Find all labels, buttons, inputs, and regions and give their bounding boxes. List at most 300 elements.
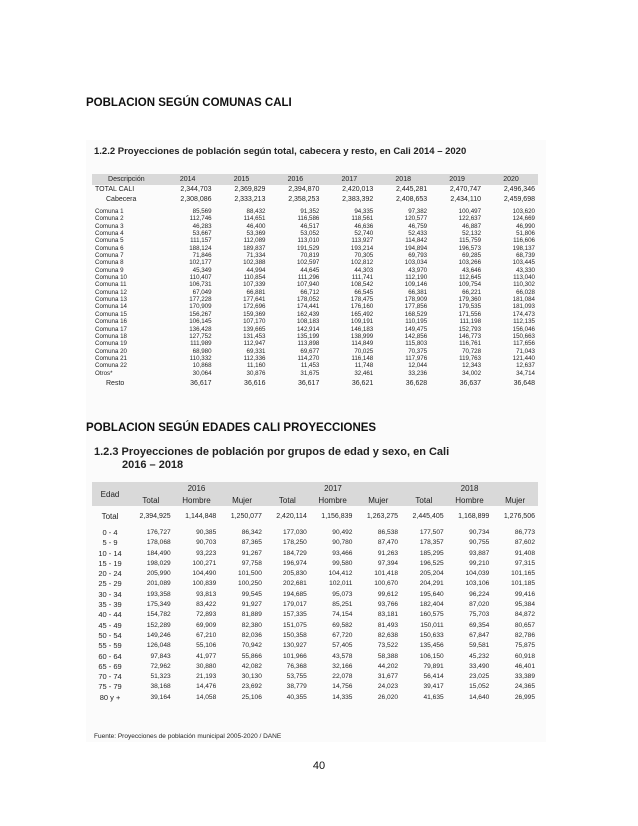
table-cell: 178,475 bbox=[350, 296, 374, 304]
table-cell: 174,441 bbox=[296, 303, 320, 311]
table-cell: 74,154 bbox=[332, 611, 353, 619]
table1-header-cell: 2018 bbox=[376, 174, 430, 185]
table-cell: 90,755 bbox=[469, 539, 490, 547]
table-cell: 30,880 bbox=[196, 662, 217, 670]
table-cell: 159,369 bbox=[243, 310, 266, 318]
table2-sub-header: Hombre bbox=[447, 494, 493, 506]
table-cell: 52,433 bbox=[408, 230, 428, 238]
table-cell: 198,137 bbox=[512, 244, 535, 252]
row-label: 80 y + bbox=[99, 692, 121, 702]
table-cell: 97,758 bbox=[241, 559, 262, 567]
table-cell: 45,349 bbox=[192, 266, 212, 274]
table2-sub-header: Mujer bbox=[219, 494, 265, 506]
table-cell: 86,773 bbox=[514, 529, 535, 536]
table-cell: 36,648 bbox=[513, 379, 535, 387]
table2-year-header: 2017 bbox=[265, 482, 401, 494]
row-label: Comuna 18 bbox=[95, 332, 127, 340]
table-cell: 150,358 bbox=[283, 631, 307, 639]
table-cell: 177,030 bbox=[283, 529, 307, 536]
table-cell: 93,223 bbox=[196, 549, 217, 557]
table-cell: 178,052 bbox=[296, 296, 320, 304]
table-cell: 115,803 bbox=[405, 340, 428, 348]
table-cell: 30,064 bbox=[192, 369, 212, 377]
row-label: Comuna 4 bbox=[95, 230, 124, 238]
table-cell: 201,089 bbox=[146, 580, 171, 588]
table-cell: 32,461 bbox=[354, 369, 374, 377]
table-cell: 66,381 bbox=[408, 288, 428, 296]
table-cell: 55,106 bbox=[196, 642, 217, 650]
table-cell: 46,401 bbox=[514, 662, 535, 670]
table-cell: 106,150 bbox=[419, 652, 444, 660]
table-cell: 43,330 bbox=[516, 266, 535, 274]
table1-row bbox=[92, 245, 538, 252]
table-cell: 114,651 bbox=[243, 215, 266, 223]
table-cell: 36,617 bbox=[190, 379, 212, 387]
table1-header-cell: 2020 bbox=[484, 174, 538, 185]
table-cell: 111,198 bbox=[459, 318, 482, 326]
table-cell: 1,168,899 bbox=[458, 513, 490, 520]
table-cell: 97,315 bbox=[514, 559, 535, 567]
table-cell: 31,677 bbox=[377, 673, 399, 681]
table-cell: 99,210 bbox=[469, 559, 490, 567]
table-cell: 117,976 bbox=[405, 354, 428, 362]
table1-row bbox=[92, 208, 538, 215]
row-label: Comuna 19 bbox=[95, 340, 127, 348]
heading-edades: POBLACION SEGÚN EDADES CALI PROYECCIONES bbox=[86, 422, 377, 434]
table-cell: 104,490 bbox=[192, 570, 217, 578]
table-cell: 66,221 bbox=[462, 288, 482, 296]
row-label: 50 - 54 bbox=[98, 630, 122, 640]
table-cell: 87,020 bbox=[469, 601, 490, 609]
row-label: Comuna 21 bbox=[95, 354, 127, 362]
table-cell: 71,043 bbox=[516, 347, 535, 355]
table-cell: 91,927 bbox=[241, 601, 262, 609]
table-cell: 112,645 bbox=[459, 274, 482, 282]
table-cell: 93,813 bbox=[196, 590, 217, 598]
table-cell: 146,773 bbox=[458, 332, 482, 340]
table2-title-line1: 1.2.3 Proyecciones de población por grupos de edad y sexo, en Cali bbox=[94, 446, 450, 458]
table-cell: 114,270 bbox=[297, 354, 320, 362]
table-cell: 75,703 bbox=[469, 611, 490, 619]
table-cell: 121,440 bbox=[512, 354, 535, 362]
table-cell: 102,177 bbox=[189, 259, 212, 267]
table-cell: 79,891 bbox=[423, 662, 444, 670]
table-cell: 23,692 bbox=[241, 683, 262, 691]
table2-row bbox=[92, 569, 538, 579]
table-cell: 109,146 bbox=[404, 281, 428, 289]
row-label: 45 - 49 bbox=[98, 620, 122, 630]
table-cell: 81,889 bbox=[241, 611, 262, 619]
table-cell: 100,271 bbox=[192, 559, 217, 567]
table-cell: 44,202 bbox=[377, 662, 399, 670]
table-cell: 85,569 bbox=[192, 208, 212, 215]
table2-year-header-row bbox=[92, 482, 538, 494]
table-cell: 68,980 bbox=[192, 347, 212, 355]
table1-row bbox=[92, 230, 538, 237]
table-cell: 2,369,829 bbox=[234, 186, 266, 193]
table-cell: 196,525 bbox=[419, 559, 444, 567]
table-cell: 12,637 bbox=[516, 362, 535, 370]
table-cell: 76,368 bbox=[286, 662, 307, 670]
table-cell: 87,470 bbox=[377, 539, 399, 547]
table-cell: 149,475 bbox=[404, 325, 428, 333]
table-cell: 108,183 bbox=[296, 318, 320, 326]
table-cell: 111,157 bbox=[190, 237, 212, 245]
row-label: Comuna 15 bbox=[95, 310, 127, 318]
table-cell: 70,819 bbox=[300, 252, 320, 260]
table-cell: 107,339 bbox=[243, 281, 266, 289]
table-cell: 126,048 bbox=[146, 642, 171, 650]
table-cell: 177,856 bbox=[404, 303, 428, 311]
table-cell: 67,049 bbox=[192, 288, 212, 296]
table2-row bbox=[92, 610, 538, 620]
table-cell: 73,522 bbox=[377, 642, 399, 650]
table-cell: 2,408,653 bbox=[395, 196, 428, 203]
table-cell: 116,761 bbox=[459, 340, 482, 348]
table-cell: 135,456 bbox=[419, 642, 444, 650]
table-cell: 2,394,925 bbox=[139, 513, 171, 520]
table-cell: 103,620 bbox=[512, 208, 535, 215]
table-cell: 188,124 bbox=[189, 244, 212, 252]
table-cell: 1,144,848 bbox=[185, 513, 217, 520]
table2-row bbox=[92, 693, 538, 703]
table-cell: 39,417 bbox=[423, 683, 444, 691]
table-cell: 181,084 bbox=[512, 296, 535, 304]
table2-year-header: 2016 bbox=[128, 482, 265, 494]
table-cell: 106,145 bbox=[189, 318, 212, 326]
table-cell: 154,782 bbox=[146, 611, 171, 619]
table-cell: 104,412 bbox=[328, 570, 353, 578]
table-cell: 162,439 bbox=[296, 310, 320, 318]
table-cell: 193,358 bbox=[146, 590, 171, 598]
table-cell: 93,466 bbox=[332, 549, 353, 557]
table-cell: 11,748 bbox=[354, 362, 374, 370]
table-cell: 179,535 bbox=[458, 303, 482, 311]
table1-header-cell: 2016 bbox=[268, 174, 322, 185]
table-cell: 86,538 bbox=[377, 529, 399, 536]
table-cell: 109,191 bbox=[350, 318, 374, 326]
table-cell: 150,663 bbox=[512, 332, 535, 340]
table-cell: 12,343 bbox=[462, 362, 482, 370]
table2-row bbox=[92, 600, 538, 610]
table2-row bbox=[92, 652, 538, 662]
table-cell: 2,420,013 bbox=[342, 186, 374, 193]
table-cell: 26,020 bbox=[377, 693, 399, 701]
table-cell: 176,727 bbox=[146, 529, 171, 536]
table-cell: 102,812 bbox=[350, 259, 374, 267]
table-cell: 171,556 bbox=[458, 310, 482, 318]
table2-row bbox=[92, 621, 538, 631]
table2-sex-header-row bbox=[92, 494, 538, 506]
table-cell: 70,728 bbox=[462, 347, 482, 355]
table-cell: 70,305 bbox=[354, 252, 374, 260]
table-cell: 174,473 bbox=[512, 310, 535, 318]
table-cell: 90,734 bbox=[469, 529, 490, 536]
table-cell: 69,677 bbox=[300, 347, 320, 355]
table-cell: 36,617 bbox=[297, 379, 320, 387]
row-label: Comuna 17 bbox=[95, 325, 127, 333]
table-edades bbox=[92, 482, 538, 703]
table-cell: 178,250 bbox=[283, 539, 307, 547]
table-cell: 122,637 bbox=[458, 215, 482, 223]
table-cell: 193,214 bbox=[350, 244, 374, 252]
table-cell: 90,780 bbox=[332, 539, 353, 547]
row-label: 0 - 4 bbox=[102, 528, 118, 537]
row-label: Comuna 6 bbox=[95, 244, 124, 252]
table-cell: 109,754 bbox=[458, 281, 482, 289]
table-cell: 53,667 bbox=[192, 230, 212, 238]
table-cell: 87,602 bbox=[514, 539, 535, 547]
row-label: 15 - 19 bbox=[98, 558, 122, 568]
table-cell: 101,500 bbox=[238, 570, 262, 578]
table-cell: 2,333,213 bbox=[234, 196, 266, 203]
table-cell: 110,854 bbox=[243, 274, 266, 282]
table-cell: 149,246 bbox=[146, 631, 171, 639]
table-cell: 39,164 bbox=[150, 693, 171, 701]
row-label: Comuna 11 bbox=[95, 281, 127, 289]
table-cell: 95,384 bbox=[514, 601, 535, 609]
table-cell: 71,846 bbox=[192, 252, 212, 260]
table-cell: 36,637 bbox=[459, 379, 482, 387]
table-cell: 14,756 bbox=[332, 683, 353, 691]
table2-row bbox=[92, 631, 538, 641]
table-cell: 184,490 bbox=[146, 549, 171, 557]
table-cell: 87,365 bbox=[241, 539, 262, 547]
table-cell: 116,586 bbox=[297, 215, 320, 223]
table-cell: 81,493 bbox=[377, 621, 399, 629]
table-cell: 14,476 bbox=[196, 683, 217, 691]
table-cell: 69,285 bbox=[462, 252, 482, 260]
table1-header-cell: 2015 bbox=[215, 174, 269, 185]
table-cell: 2,420,114 bbox=[276, 513, 307, 520]
table-cell: 150,633 bbox=[419, 631, 444, 639]
table-cell: 71,334 bbox=[246, 252, 266, 260]
row-label: Resto bbox=[106, 379, 125, 387]
table-cell: 69,354 bbox=[469, 621, 490, 629]
row-label: Comuna 5 bbox=[95, 237, 124, 245]
table1-title: 1.2.2 Proyecciones de población según total, cabecera y resto, en Cali 2014 – 2020 bbox=[94, 146, 467, 157]
table-cell: 46,283 bbox=[192, 222, 212, 230]
table2-sub-header: Mujer bbox=[492, 494, 538, 506]
table-cell: 44,303 bbox=[354, 266, 374, 274]
table-cell: 57,405 bbox=[332, 642, 353, 650]
table-cell: 1,156,839 bbox=[321, 513, 353, 520]
table-cell: 33,236 bbox=[408, 369, 428, 377]
table-cell: 152,289 bbox=[146, 621, 171, 629]
row-label: Comuna 8 bbox=[95, 259, 124, 267]
table-cell: 59,581 bbox=[469, 642, 490, 650]
table-cell: 113,927 bbox=[351, 237, 374, 245]
table2-row bbox=[92, 528, 538, 538]
row-label: Comuna 10 bbox=[95, 274, 127, 282]
table-cell: 51,323 bbox=[150, 673, 171, 681]
table-cell: 97,394 bbox=[377, 559, 399, 567]
table-cell: 95,073 bbox=[332, 590, 353, 598]
table-cell: 14,640 bbox=[469, 693, 490, 701]
table-cell: 100,670 bbox=[374, 580, 399, 588]
table-cell: 88,432 bbox=[246, 208, 266, 215]
table-cell: 102,597 bbox=[296, 259, 320, 267]
table-cell: 83,181 bbox=[377, 611, 399, 619]
table-cell: 152,793 bbox=[458, 325, 482, 333]
table-cell: 112,336 bbox=[243, 354, 266, 362]
table-cell: 46,990 bbox=[516, 222, 535, 230]
table-cell: 72,962 bbox=[150, 662, 171, 670]
table1-row bbox=[92, 333, 538, 340]
table-cell: 142,856 bbox=[404, 332, 428, 340]
row-label: 60 - 64 bbox=[98, 651, 122, 661]
table-cell: 32,166 bbox=[332, 662, 353, 670]
row-label: Comuna 2 bbox=[95, 215, 124, 223]
row-label: 25 - 29 bbox=[98, 579, 122, 589]
table1-total-row bbox=[92, 185, 538, 195]
table2-sub-header: Hombre bbox=[310, 494, 356, 506]
table-cell: 111,989 bbox=[190, 340, 212, 348]
table-cell: 2,383,392 bbox=[342, 196, 374, 203]
table-cell: 80,657 bbox=[514, 621, 535, 629]
table-cell: 83,422 bbox=[196, 601, 217, 609]
table-cell: 51,806 bbox=[516, 230, 535, 238]
table-cell: 189,837 bbox=[243, 244, 266, 252]
table1-row bbox=[92, 252, 538, 259]
table-cell: 53,369 bbox=[246, 230, 266, 238]
table2-sub-header: Total bbox=[128, 494, 174, 506]
row-label: Comuna 20 bbox=[95, 347, 127, 355]
row-label: Otros* bbox=[95, 369, 113, 377]
table-cell: 118,561 bbox=[351, 215, 374, 223]
table-cell: 178,357 bbox=[419, 539, 444, 547]
row-label: 20 - 24 bbox=[98, 569, 122, 579]
table-cell: 90,492 bbox=[332, 529, 353, 536]
table1-header-cell: 2017 bbox=[322, 174, 376, 185]
table-cell: 117,656 bbox=[513, 340, 535, 348]
table-cell: 23,025 bbox=[469, 673, 490, 681]
table-cell: 1,263,275 bbox=[366, 513, 399, 520]
table-cell: 111,296 bbox=[297, 274, 320, 282]
table-cell: 119,763 bbox=[459, 354, 482, 362]
table-cell: 55,866 bbox=[241, 652, 262, 660]
table-cell: 205,830 bbox=[283, 570, 307, 578]
table-cell: 53,755 bbox=[286, 673, 307, 681]
table1-row bbox=[92, 340, 538, 347]
table-cell: 96,224 bbox=[469, 590, 490, 598]
table-cell: 43,578 bbox=[332, 652, 353, 660]
table-cell: 110,332 bbox=[189, 354, 212, 362]
table-comunas bbox=[92, 174, 538, 391]
table-cell: 46,887 bbox=[462, 222, 482, 230]
page-number: 40 bbox=[312, 760, 326, 772]
table-cell: 202,681 bbox=[283, 580, 307, 588]
table-cell: 100,839 bbox=[192, 580, 217, 588]
table2-row bbox=[92, 590, 538, 600]
table1-row bbox=[92, 274, 538, 281]
table2-sub-header: Hombre bbox=[174, 494, 220, 506]
table-cell: 112,190 bbox=[405, 274, 428, 282]
table-cell: 151,075 bbox=[283, 621, 307, 629]
table-cell: 191,529 bbox=[296, 244, 320, 252]
table-cell: 82,380 bbox=[241, 621, 262, 629]
table-cell: 33,490 bbox=[469, 662, 490, 670]
table-cell: 44,994 bbox=[246, 266, 266, 274]
table-cell: 45,232 bbox=[469, 652, 490, 660]
table-cell: 130,927 bbox=[283, 642, 307, 650]
row-label: 55 - 59 bbox=[98, 641, 122, 651]
row-label: 40 - 44 bbox=[98, 610, 122, 620]
table-cell: 26,995 bbox=[514, 693, 535, 701]
table-cell: 2,470,747 bbox=[449, 186, 482, 193]
row-label: 70 - 74 bbox=[98, 672, 122, 682]
table-cell: 146,183 bbox=[350, 325, 374, 333]
table1-row bbox=[92, 259, 538, 266]
row-label: TOTAL CALI bbox=[95, 186, 135, 193]
table-cell: 82,036 bbox=[241, 631, 262, 639]
table-cell: 66,712 bbox=[300, 288, 320, 296]
table-cell: 97,843 bbox=[150, 652, 171, 660]
table-cell: 172,696 bbox=[243, 303, 266, 311]
table-cell: 120,577 bbox=[404, 215, 428, 223]
table-cell: 42,082 bbox=[241, 662, 262, 670]
table-cell: 10,868 bbox=[192, 362, 212, 370]
table-cell: 182,404 bbox=[419, 601, 444, 609]
table-cell: 157,335 bbox=[283, 611, 307, 619]
table-cell: 2,358,253 bbox=[288, 196, 320, 203]
row-label: Comuna 1 bbox=[95, 208, 124, 215]
table-cell: 24,023 bbox=[377, 683, 399, 691]
row-label: Comuna 9 bbox=[95, 266, 124, 274]
table-cell: 103,266 bbox=[458, 259, 482, 267]
table-cell: 114,842 bbox=[405, 237, 428, 245]
table-cell: 24,365 bbox=[514, 683, 535, 691]
table-cell: 179,017 bbox=[283, 601, 307, 609]
table-cell: 2,344,703 bbox=[180, 186, 212, 193]
table-cell: 43,646 bbox=[462, 266, 482, 274]
table-cell: 150,011 bbox=[420, 621, 444, 629]
table-cell: 53,052 bbox=[300, 230, 320, 238]
table-cell: 56,414 bbox=[423, 673, 444, 681]
row-label: Cabecera bbox=[106, 196, 137, 203]
table-cell: 21,193 bbox=[196, 673, 217, 681]
table-cell: 94,335 bbox=[354, 208, 374, 215]
table-cell: 93,766 bbox=[377, 601, 399, 609]
row-label: Comuna 12 bbox=[95, 288, 127, 296]
table1-row bbox=[92, 311, 538, 318]
table-cell: 112,089 bbox=[243, 237, 266, 245]
table-cell: 184,729 bbox=[283, 549, 307, 557]
table-cell: 91,408 bbox=[514, 549, 535, 557]
table-cell: 34,002 bbox=[462, 369, 482, 377]
row-label: Comuna 3 bbox=[95, 222, 124, 230]
table-cell: 160,575 bbox=[419, 611, 444, 619]
table-cell: 66,028 bbox=[516, 288, 535, 296]
table-cell: 93,887 bbox=[469, 549, 490, 557]
table-cell: 38,168 bbox=[150, 683, 171, 691]
table-cell: 67,720 bbox=[332, 631, 353, 639]
table-cell: 176,160 bbox=[350, 303, 374, 311]
row-label: 75 - 79 bbox=[98, 682, 122, 692]
table-cell: 90,703 bbox=[196, 539, 217, 547]
table-cell: 178,068 bbox=[146, 539, 171, 547]
figure-edades-table bbox=[86, 442, 546, 742]
table-cell: 115,759 bbox=[459, 237, 482, 245]
table-cell: 205,204 bbox=[419, 570, 444, 578]
table-cell: 139,665 bbox=[243, 325, 266, 333]
table2-edad-header: Edad bbox=[92, 482, 128, 506]
table-cell: 1,276,506 bbox=[503, 513, 535, 520]
figure-comunas-table bbox=[86, 140, 546, 445]
table1-row bbox=[92, 215, 538, 222]
table-cell: 156,046 bbox=[512, 325, 535, 333]
table-cell: 84,872 bbox=[514, 611, 535, 619]
